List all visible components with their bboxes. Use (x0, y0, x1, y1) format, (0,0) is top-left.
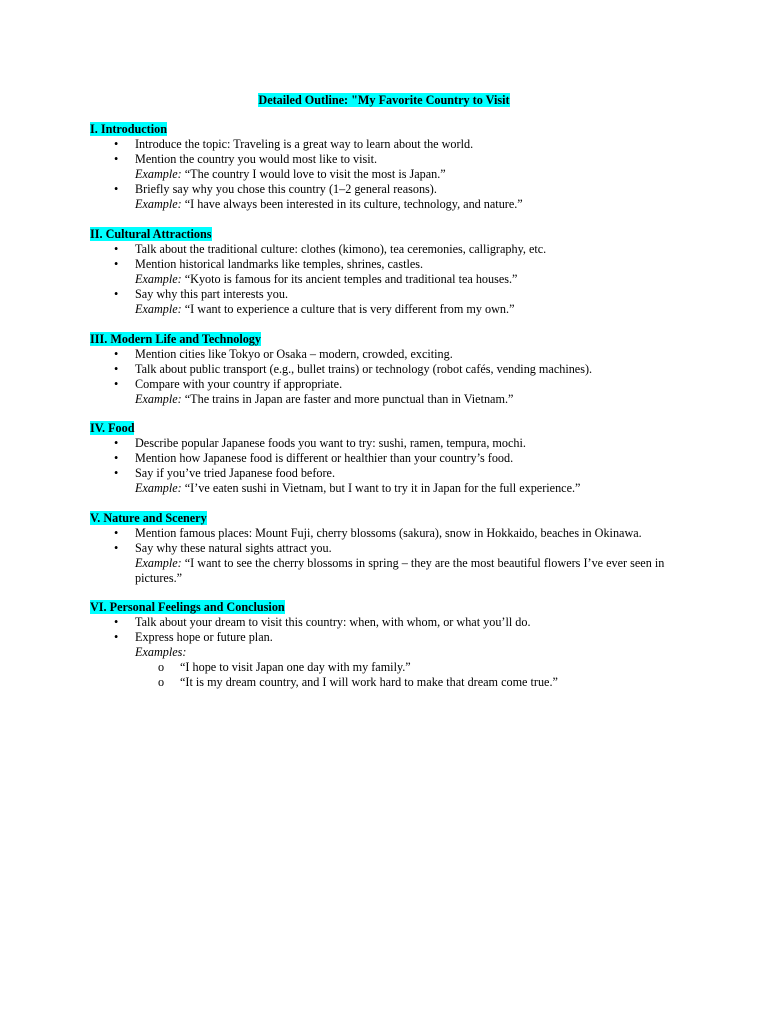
bullet-list (90, 436, 680, 496)
bullet-icon: • (114, 362, 119, 376)
document-title (0, 93, 768, 108)
bullet-icon: • (114, 137, 119, 151)
bullet-list (90, 615, 680, 690)
list-item: • Introduce the topic: Traveling is a great way to learn about the world. (114, 137, 474, 151)
bullet-list (90, 526, 680, 586)
section-nature (90, 511, 680, 586)
example-text: “The trains in Japan are faster and more punctual than in Vietnam.” (181, 392, 514, 406)
section-modern-life (90, 332, 680, 407)
bullet-list (90, 347, 680, 407)
bullet-icon: • (114, 347, 119, 361)
bullet-icon: • (114, 152, 119, 166)
list-item: • Briefly say why you chose this country (1–2 general reasons). Example: “I have always been interested in its culture, technology, and nature.” (114, 182, 523, 211)
sub-list-item: o “I hope to visit Japan one day with my family.” (158, 660, 411, 674)
bullet-list (90, 242, 680, 317)
section-heading: II. Cultural Attractions (90, 227, 212, 241)
example-text: “Kyoto is famous for its ancient temples and traditional tea houses.” (181, 272, 518, 286)
bullet-list (90, 137, 680, 212)
bullet-icon: • (114, 242, 119, 256)
list-item: • Talk about public transport (e.g., bullet trains) or technology (robot cafés, vending machines). (114, 362, 593, 376)
bullet-icon: • (114, 287, 119, 301)
example-text: “I have always been interested in its culture, technology, and nature.” (181, 197, 523, 211)
list-item: • Talk about your dream to visit this country: when, with whom, or what you’ll do. (114, 615, 531, 629)
example-label: Example: (135, 197, 182, 211)
bullet-icon: • (114, 526, 119, 540)
section-cultural-attractions (90, 227, 680, 317)
section-heading: IV. Food (90, 421, 135, 435)
example-label: Examples: (135, 645, 187, 659)
section-personal-feelings (90, 600, 680, 690)
list-item: • Mention famous places: Mount Fuji, cherry blossoms (sakura), snow in Hokkaido, beaches in Okinawa. (114, 526, 642, 540)
example-label: Example: (135, 302, 182, 316)
example-label: Example: (135, 272, 182, 286)
list-item: • Say why these natural sights attract you. Example: “I want to see the cherry blossoms in spring – they are the most beautiful flowers I’ve ever seen in pictures.” (114, 541, 665, 585)
list-item: • Talk about the traditional culture: clothes (kimono), tea ceremonies, calligraphy, etc. (114, 242, 547, 256)
section-heading: V. Nature and Scenery (90, 511, 207, 525)
example-label: Example: (135, 167, 182, 181)
example-text: “I want to experience a culture that is very different from my own.” (181, 302, 515, 316)
section-heading: I. Introduction (90, 122, 167, 136)
list-item: • Mention the country you would most like to visit. Example: “The country I would love to visit the most is Japan.” (114, 152, 446, 181)
bullet-icon: • (114, 466, 119, 480)
bullet-icon: • (114, 257, 119, 271)
bullet-icon: • (114, 182, 119, 196)
example-text: “I want to see the cherry blossoms in spring – they are the most beautiful flowers I’ve ever seen in pictures.” (135, 556, 665, 585)
section-introduction (90, 122, 680, 212)
list-item: • Say why this part interests you. Example: “I want to experience a culture that is very different from my own.” (114, 287, 515, 316)
list-item: • Mention historical landmarks like temples, shrines, castles. Example: “Kyoto is famous for its ancient temples and traditional tea houses.” (114, 257, 518, 286)
example-text: “I’ve eaten sushi in Vietnam, but I want to try it in Japan for the full experience.” (181, 481, 581, 495)
example-label: Example: (135, 556, 182, 570)
example-label: Example: (135, 481, 182, 495)
section-heading: III. Modern Life and Technology (90, 332, 261, 346)
bullet-icon: • (114, 436, 119, 450)
bullet-icon: • (114, 630, 119, 644)
document-title-text: Detailed Outline: "My Favorite Country to Visit (258, 93, 510, 107)
sub-list-item: o “It is my dream country, and I will work hard to make that dream come true.” (158, 675, 558, 689)
sub-bullet-icon: o (158, 675, 165, 689)
bullet-icon: • (114, 377, 119, 391)
list-item: • Express hope or future plan. Examples: o “I hope to visit Japan one day with my family.” o “It is my dream country, and I will work hard to make that dream come true.” (90, 630, 680, 690)
list-item: • Describe popular Japanese foods you want to try: sushi, ramen, tempura, mochi. (114, 436, 526, 450)
sub-bullet-icon: o (158, 660, 165, 674)
sub-bullet-list (135, 660, 680, 690)
list-item: • Mention cities like Tokyo or Osaka – modern, crowded, exciting. (114, 347, 453, 361)
bullet-icon: • (114, 615, 119, 629)
example-label: Example: (135, 392, 182, 406)
list-item: • Say if you’ve tried Japanese food before. Example: “I’ve eaten sushi in Vietnam, but I want to try it in Japan for the full experience.” (114, 466, 581, 495)
section-heading: VI. Personal Feelings and Conclusion (90, 600, 285, 614)
list-item: • Compare with your country if appropriate. Example: “The trains in Japan are faster and more punctual than in Vietnam.” (114, 377, 514, 406)
example-text: “The country I would love to visit the most is Japan.” (181, 167, 446, 181)
section-food (90, 421, 680, 496)
bullet-icon: • (114, 451, 119, 465)
list-item: • Mention how Japanese food is different or healthier than your country’s food. (114, 451, 514, 465)
bullet-icon: • (114, 541, 119, 555)
